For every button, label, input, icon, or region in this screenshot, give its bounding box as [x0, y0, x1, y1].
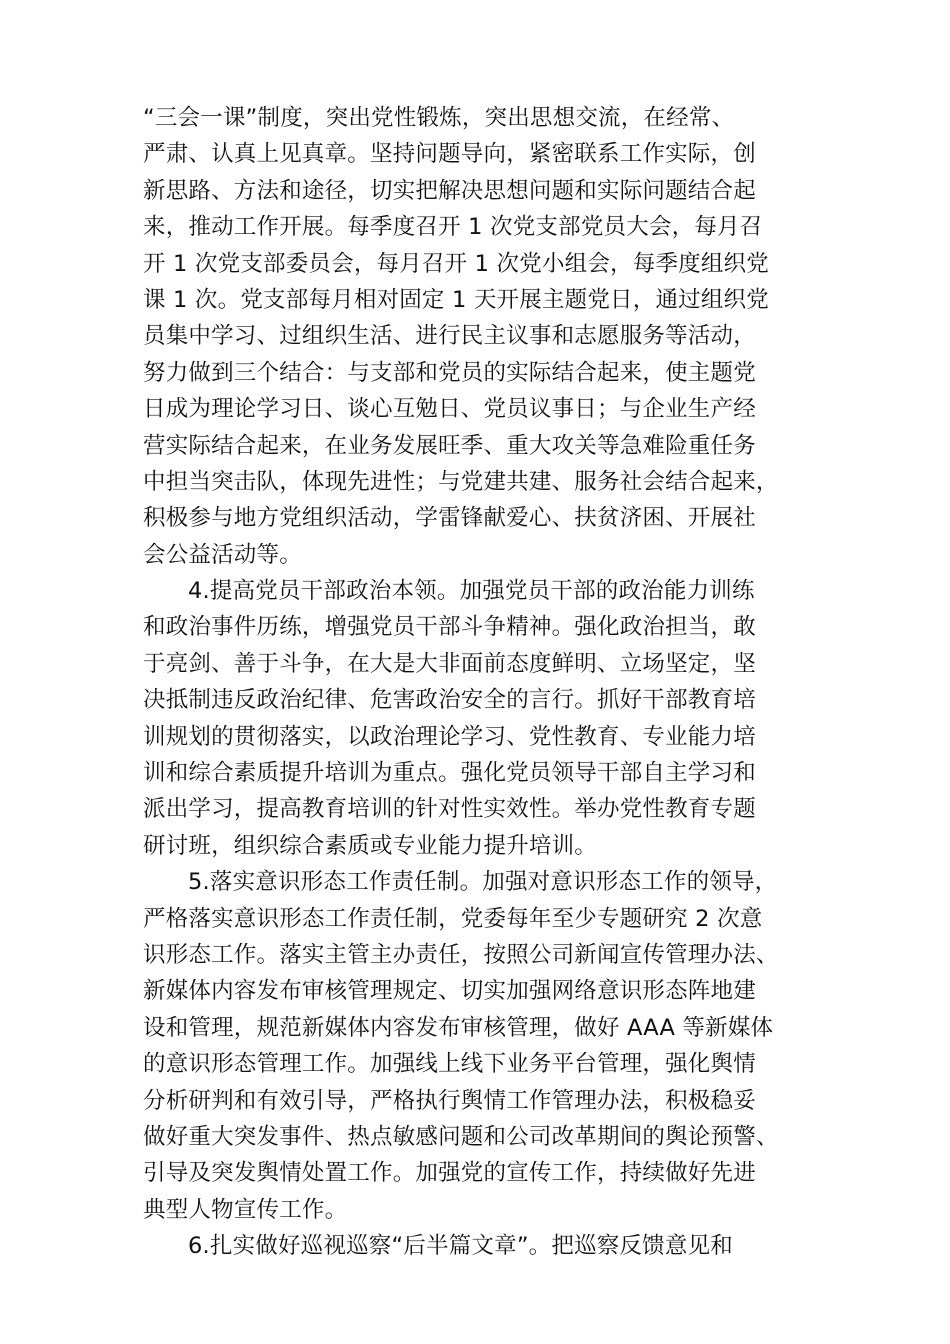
text-line: 努力做到三个结合：与支部和党员的实际结合起来，使主题党	[143, 359, 756, 386]
text-line: 开 1 次党支部委员会，每月召开 1 次党小组会，每季度组织党	[143, 250, 769, 277]
document-body	[143, 100, 823, 1265]
text-line: “三会一课”制度，突出党性锻炼，突出思想交流，在经常、	[143, 105, 735, 131]
text-line: 做好重大突发事件、热点敏感问题和公司改革期间的舆论预警、	[143, 1123, 779, 1150]
text-line: 新媒体内容发布审核管理规定、切实加强网络意识形态阵地建	[143, 978, 756, 1005]
text-line: 派出学习，提高教育培训的针对性实效性。举办党性教育专题	[143, 796, 756, 823]
text-line: 营实际结合起来，在业务发展旺季、重大攻关等急难险重任务	[143, 432, 756, 459]
text-line: 典型人物宣传工作。	[143, 1196, 348, 1223]
text-line: 中担当突击队，体现先进性；与党建共建、服务社会结合起来，	[143, 468, 779, 495]
text-line: 会公益活动等。	[143, 541, 302, 568]
text-line: 训和综合素质提升培训为重点。强化党员领导干部自主学习和	[143, 760, 756, 787]
text-line: 课 1 次。党支部每月相对固定 1 天开展主题党日，通过组织党	[143, 286, 769, 313]
text-line: 分析研判和有效引导，严格执行舆情工作管理办法，积极稳妥	[143, 1087, 756, 1114]
text-line: 严格落实意识形态工作责任制，党委每年至少专题研究 2 次意	[143, 905, 763, 932]
text-line: 的意识形态管理工作。加强线上线下业务平台管理，强化舆情	[143, 1051, 756, 1078]
text-line: 积极参与地方党组织活动，学雷锋献爱心、扶贫济困、开展社	[143, 505, 756, 532]
text-line: 和政治事件历练，增强党员干部斗争精神。强化政治担当，敢	[143, 614, 756, 641]
section-heading-6: 6.扎实做好巡视巡察“后半篇文章”。把巡察反馈意见和	[188, 1233, 733, 1260]
text-line: 员集中学习、过组织生活、进行民主议事和志愿服务等活动，	[143, 323, 756, 350]
text-line: 严肃、认真上见真章。坚持问题导向，紧密联系工作实际，创	[143, 141, 756, 168]
text-line: 日成为理论学习日、谈心互勉日、党员议事日；与企业生产经	[143, 396, 756, 423]
text-line: 识形态工作。落实主管主办责任，按照公司新闻宣传管理办法、	[143, 941, 779, 968]
text-line: 研讨班，组织综合素质或专业能力提升培训。	[143, 832, 598, 859]
text-line: 于亮剑、善于斗争，在大是大非面前态度鲜明、立场坚定，坚	[143, 650, 756, 677]
section-heading-4: 4.提高党员干部政治本领。加强党员干部的政治能力训练	[188, 578, 755, 605]
text-line: 新思路、方法和途径，切实把解决思想问题和实际问题结合起	[143, 177, 756, 204]
text-line: 决抵制违反政治纪律、危害政治安全的言行。抓好干部教育培	[143, 687, 756, 714]
text-line: 来，推动工作开展。每季度召开 1 次党支部党员大会，每月召	[143, 214, 763, 241]
text-line: 设和管理，规范新媒体内容发布审核管理，做好 AAA 等新媒体	[143, 1014, 774, 1041]
text-line: 训规划的贯彻落实，以政治理论学习、党性教育、专业能力培	[143, 723, 756, 750]
section-heading-5: 5.落实意识形态工作责任制。加强对意识形态工作的领导，	[188, 869, 778, 896]
text-line: 引导及突发舆情处置工作。加强党的宣传工作，持续做好先进	[143, 1160, 756, 1187]
